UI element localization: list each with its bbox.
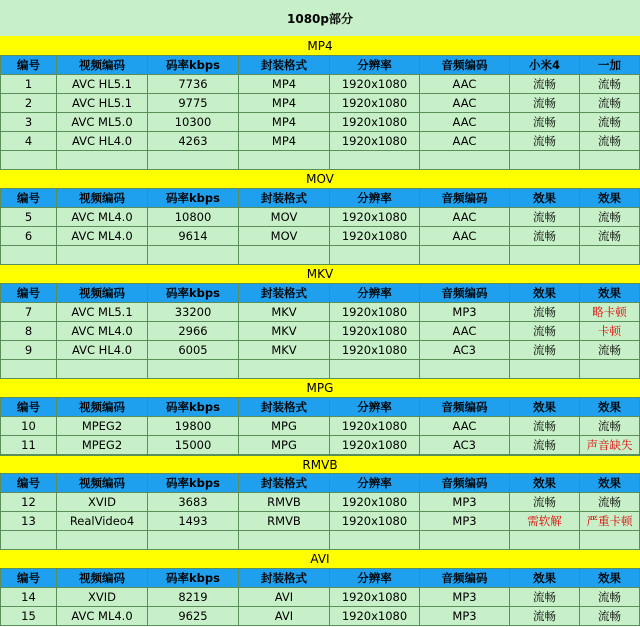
header-cell[interactable]: 音频编码 <box>420 56 510 75</box>
table-cell[interactable]: 流畅 <box>510 227 580 246</box>
empty-cell[interactable] <box>148 151 239 170</box>
header-cell[interactable]: 编号 <box>0 474 57 493</box>
header-cell[interactable]: 分辨率 <box>330 189 420 208</box>
table-cell[interactable]: 流畅 <box>510 341 580 360</box>
header-cell[interactable]: 编号 <box>0 284 57 303</box>
table-cell[interactable]: MKV <box>239 341 330 360</box>
header-cell[interactable]: 视频编码 <box>57 398 148 417</box>
table-cell[interactable]: 1920x1080 <box>330 588 420 607</box>
table-cell[interactable]: AVC HL4.0 <box>57 132 148 151</box>
table-cell[interactable]: 1920x1080 <box>330 303 420 322</box>
header-cell[interactable]: 小米4 <box>510 56 580 75</box>
table-cell[interactable]: 6 <box>0 227 57 246</box>
table-cell[interactable]: MKV <box>239 322 330 341</box>
header-row <box>0 474 640 493</box>
empty-cell[interactable] <box>510 531 580 550</box>
empty-cell[interactable] <box>239 151 330 170</box>
table-cell[interactable]: AVC ML4.0 <box>57 322 148 341</box>
table-cell[interactable]: 15 <box>0 607 57 626</box>
empty-cell[interactable] <box>57 246 148 265</box>
table-cell[interactable]: 3 <box>0 113 57 132</box>
header-cell[interactable]: 视频编码 <box>57 56 148 75</box>
table-cell[interactable]: MOV <box>239 227 330 246</box>
empty-cell[interactable] <box>420 151 510 170</box>
table-cell[interactable]: 10 <box>0 417 57 436</box>
table-cell[interactable]: 10300 <box>148 113 239 132</box>
header-row <box>0 284 640 303</box>
table-cell[interactable]: 流畅 <box>510 322 580 341</box>
table-row <box>0 607 640 626</box>
table-cell[interactable]: 流畅 <box>580 607 640 626</box>
table-cell[interactable]: 1920x1080 <box>330 417 420 436</box>
header-cell[interactable]: 封装格式 <box>239 189 330 208</box>
header-cell[interactable]: 音频编码 <box>420 189 510 208</box>
table-cell[interactable]: 1920x1080 <box>330 94 420 113</box>
table-row <box>0 436 640 455</box>
empty-cell[interactable] <box>57 531 148 550</box>
table-cell[interactable]: 19800 <box>148 417 239 436</box>
table-row <box>0 417 640 436</box>
header-cell[interactable]: 视频编码 <box>57 569 148 588</box>
table-cell[interactable]: MP4 <box>239 132 330 151</box>
header-cell[interactable]: 一加 <box>580 56 640 75</box>
table-cell[interactable]: AVI <box>239 607 330 626</box>
header-cell[interactable]: 码率kbps <box>148 398 239 417</box>
table-cell[interactable]: MPG <box>239 417 330 436</box>
table-cell[interactable]: MOV <box>239 208 330 227</box>
table-row <box>0 341 640 360</box>
table-row <box>0 227 640 246</box>
table-cell[interactable]: 9625 <box>148 607 239 626</box>
header-row <box>0 569 640 588</box>
table-cell[interactable]: 12 <box>0 493 57 512</box>
empty-cell[interactable] <box>330 151 420 170</box>
table-cell[interactable]: MPEG2 <box>57 417 148 436</box>
table-cell[interactable]: RMVB <box>239 493 330 512</box>
empty-cell[interactable] <box>330 360 420 379</box>
header-cell[interactable]: 视频编码 <box>57 284 148 303</box>
empty-cell[interactable] <box>580 151 640 170</box>
table-cell[interactable]: AAC <box>420 94 510 113</box>
header-cell[interactable]: 编号 <box>0 569 57 588</box>
table-cell[interactable]: 流畅 <box>580 493 640 512</box>
table-row <box>0 113 640 132</box>
table-cell[interactable]: 声音缺失 <box>580 436 640 455</box>
header-cell[interactable]: 效果 <box>510 569 580 588</box>
header-row <box>0 56 640 75</box>
table-cell[interactable]: AVC ML5.0 <box>57 113 148 132</box>
table-cell[interactable]: MP3 <box>420 493 510 512</box>
table-cell[interactable]: MP3 <box>420 607 510 626</box>
table-cell[interactable]: 流畅 <box>580 132 640 151</box>
empty-cell[interactable] <box>148 246 239 265</box>
table-cell[interactable]: MKV <box>239 303 330 322</box>
table-cell[interactable]: 9614 <box>148 227 239 246</box>
table-cell[interactable]: AVC ML5.1 <box>57 303 148 322</box>
spacer-row <box>0 246 640 265</box>
table-cell[interactable]: XVID <box>57 493 148 512</box>
empty-cell[interactable] <box>0 531 57 550</box>
table-cell[interactable]: MP3 <box>420 588 510 607</box>
header-cell[interactable]: 分辨率 <box>330 569 420 588</box>
table-cell[interactable]: 7 <box>0 303 57 322</box>
table-cell[interactable]: 1920x1080 <box>330 227 420 246</box>
table-cell[interactable]: 需软解 <box>510 512 580 531</box>
table-cell[interactable]: AVC ML4.0 <box>57 208 148 227</box>
empty-cell[interactable] <box>420 246 510 265</box>
table-cell[interactable]: 流畅 <box>580 227 640 246</box>
table-cell[interactable]: AAC <box>420 417 510 436</box>
table-cell[interactable]: AVC HL4.0 <box>57 341 148 360</box>
table-cell[interactable]: AVC ML4.0 <box>57 227 148 246</box>
table-cell[interactable]: 1920x1080 <box>330 132 420 151</box>
table-cell[interactable]: 流畅 <box>580 417 640 436</box>
header-cell[interactable]: 编号 <box>0 398 57 417</box>
table-cell[interactable]: 流畅 <box>510 588 580 607</box>
table-cell[interactable]: 1920x1080 <box>330 512 420 531</box>
table-cell[interactable]: AAC <box>420 132 510 151</box>
header-cell[interactable]: 编号 <box>0 56 57 75</box>
table-cell[interactable]: 3683 <box>148 493 239 512</box>
spacer-row <box>0 531 640 550</box>
header-cell[interactable]: 效果 <box>580 569 640 588</box>
table-cell[interactable]: AC3 <box>420 436 510 455</box>
table-cell[interactable]: 流畅 <box>580 341 640 360</box>
empty-cell[interactable] <box>330 246 420 265</box>
header-cell[interactable]: 效果 <box>580 189 640 208</box>
table-cell[interactable]: 1920x1080 <box>330 75 420 94</box>
table-cell[interactable]: 流畅 <box>580 208 640 227</box>
table-cell[interactable]: 流畅 <box>510 75 580 94</box>
empty-cell[interactable] <box>0 360 57 379</box>
empty-cell[interactable] <box>0 151 57 170</box>
table-cell[interactable]: 6005 <box>148 341 239 360</box>
empty-cell[interactable] <box>580 531 640 550</box>
empty-cell[interactable] <box>239 531 330 550</box>
header-cell[interactable]: 音频编码 <box>420 284 510 303</box>
table-cell[interactable]: AAC <box>420 75 510 94</box>
header-cell[interactable]: 码率kbps <box>148 284 239 303</box>
table-cell[interactable]: 严重卡顿 <box>580 512 640 531</box>
section-title-avi: AVI <box>0 550 640 569</box>
empty-cell[interactable] <box>510 360 580 379</box>
table-cell[interactable]: 1920x1080 <box>330 607 420 626</box>
table-cell[interactable]: 4 <box>0 132 57 151</box>
header-cell[interactable]: 效果 <box>510 284 580 303</box>
empty-cell[interactable] <box>239 360 330 379</box>
table-cell[interactable]: 5 <box>0 208 57 227</box>
section-title-rmvb: RMVB <box>0 456 640 474</box>
page-title: 1080p部分 <box>0 0 640 36</box>
table-cell[interactable]: 流畅 <box>580 75 640 94</box>
table-cell[interactable]: AVC HL5.1 <box>57 75 148 94</box>
table-cell[interactable]: 7736 <box>148 75 239 94</box>
table-cell[interactable]: 流畅 <box>510 113 580 132</box>
table-row <box>0 322 640 341</box>
header-cell[interactable]: 码率kbps <box>148 189 239 208</box>
table-cell[interactable]: 10800 <box>148 208 239 227</box>
table-cell[interactable]: 流畅 <box>510 303 580 322</box>
table-cell[interactable]: MP3 <box>420 303 510 322</box>
header-cell[interactable]: 效果 <box>510 398 580 417</box>
empty-cell[interactable] <box>420 360 510 379</box>
empty-cell[interactable] <box>330 531 420 550</box>
empty-cell[interactable] <box>420 531 510 550</box>
section-title-mov: MOV <box>0 170 640 189</box>
table-cell[interactable]: 卡顿 <box>580 322 640 341</box>
table-cell[interactable]: 流畅 <box>510 436 580 455</box>
table-cell[interactable]: RMVB <box>239 512 330 531</box>
header-cell[interactable]: 封装格式 <box>239 284 330 303</box>
table-row <box>0 588 640 607</box>
table-cell[interactable]: MP4 <box>239 113 330 132</box>
table-row <box>0 75 640 94</box>
table-cell[interactable]: MP4 <box>239 94 330 113</box>
table-cell[interactable]: 33200 <box>148 303 239 322</box>
table-cell[interactable]: 9775 <box>148 94 239 113</box>
table-cell[interactable]: 2 <box>0 94 57 113</box>
table-cell[interactable]: XVID <box>57 588 148 607</box>
table-cell[interactable]: 1493 <box>148 512 239 531</box>
header-cell[interactable]: 效果 <box>580 474 640 493</box>
table-cell[interactable]: 流畅 <box>510 132 580 151</box>
table-row <box>0 208 640 227</box>
table-row <box>0 132 640 151</box>
table-cell[interactable]: AVC ML4.0 <box>57 607 148 626</box>
table-cell[interactable]: 14 <box>0 588 57 607</box>
empty-cell[interactable] <box>510 151 580 170</box>
table-cell[interactable]: AAC <box>420 208 510 227</box>
header-cell[interactable]: 音频编码 <box>420 569 510 588</box>
header-cell[interactable]: 码率kbps <box>148 474 239 493</box>
empty-cell[interactable] <box>57 151 148 170</box>
table-cell[interactable]: AVC HL5.1 <box>57 94 148 113</box>
header-cell[interactable]: 效果 <box>580 284 640 303</box>
table-cell[interactable]: 1920x1080 <box>330 113 420 132</box>
table-cell[interactable]: AC3 <box>420 341 510 360</box>
table-cell[interactable]: AVI <box>239 588 330 607</box>
table-cell[interactable]: MP3 <box>420 512 510 531</box>
table-cell[interactable]: MPG <box>239 436 330 455</box>
empty-cell[interactable] <box>148 360 239 379</box>
header-cell[interactable]: 编号 <box>0 189 57 208</box>
header-cell[interactable]: 效果 <box>510 474 580 493</box>
table-cell[interactable]: 流畅 <box>510 94 580 113</box>
header-cell[interactable]: 分辨率 <box>330 284 420 303</box>
table-cell[interactable]: 1920x1080 <box>330 322 420 341</box>
table-cell[interactable]: MP4 <box>239 75 330 94</box>
table-cell[interactable]: 8219 <box>148 588 239 607</box>
table-cell[interactable]: 流畅 <box>510 607 580 626</box>
table-cell[interactable]: AAC <box>420 322 510 341</box>
empty-cell[interactable] <box>57 360 148 379</box>
table-cell[interactable]: 流畅 <box>580 588 640 607</box>
header-cell[interactable]: 封装格式 <box>239 398 330 417</box>
table-cell[interactable]: MPEG2 <box>57 436 148 455</box>
empty-cell[interactable] <box>510 246 580 265</box>
header-cell[interactable]: 效果 <box>580 398 640 417</box>
section-title-mkv: MKV <box>0 265 640 284</box>
table-cell[interactable]: 9 <box>0 341 57 360</box>
header-cell[interactable]: 分辨率 <box>330 398 420 417</box>
table-cell[interactable]: 2966 <box>148 322 239 341</box>
spacer-row <box>0 360 640 379</box>
header-cell[interactable]: 视频编码 <box>57 474 148 493</box>
header-row <box>0 398 640 417</box>
table-cell[interactable]: 15000 <box>148 436 239 455</box>
section-title-mpg: MPG <box>0 379 640 398</box>
empty-cell[interactable] <box>580 246 640 265</box>
header-cell[interactable]: 码率kbps <box>148 569 239 588</box>
empty-cell[interactable] <box>0 246 57 265</box>
table-cell[interactable]: 1 <box>0 75 57 94</box>
header-cell[interactable]: 效果 <box>510 189 580 208</box>
table-row <box>0 94 640 113</box>
table-cell[interactable]: 流畅 <box>510 493 580 512</box>
header-cell[interactable]: 封装格式 <box>239 569 330 588</box>
table-row <box>0 303 640 322</box>
table-cell[interactable]: 4263 <box>148 132 239 151</box>
table-cell[interactable]: AAC <box>420 227 510 246</box>
table-row <box>0 493 640 512</box>
table-cell[interactable]: 8 <box>0 322 57 341</box>
empty-cell[interactable] <box>239 246 330 265</box>
table-cell[interactable]: AAC <box>420 113 510 132</box>
table-cell[interactable]: 11 <box>0 436 57 455</box>
spacer-row <box>0 151 640 170</box>
table-cell[interactable]: 流畅 <box>510 417 580 436</box>
header-cell[interactable]: 分辨率 <box>330 56 420 75</box>
header-cell[interactable]: 封装格式 <box>239 474 330 493</box>
table-cell[interactable]: 1920x1080 <box>330 208 420 227</box>
header-cell[interactable]: 分辨率 <box>330 474 420 493</box>
table-cell[interactable]: RealVideo4 <box>57 512 148 531</box>
empty-cell[interactable] <box>148 531 239 550</box>
header-cell[interactable]: 音频编码 <box>420 474 510 493</box>
table-cell[interactable]: 略卡顿 <box>580 303 640 322</box>
header-cell[interactable]: 封装格式 <box>239 56 330 75</box>
table-cell[interactable]: 1920x1080 <box>330 436 420 455</box>
table-cell[interactable]: 流畅 <box>510 208 580 227</box>
table-row <box>0 512 640 531</box>
section-title-mp4: MP4 <box>0 36 640 56</box>
empty-cell[interactable] <box>580 360 640 379</box>
header-cell[interactable]: 码率kbps <box>148 56 239 75</box>
table-cell[interactable]: 1920x1080 <box>330 493 420 512</box>
table-cell[interactable]: 流畅 <box>580 113 640 132</box>
header-cell[interactable]: 音频编码 <box>420 398 510 417</box>
table-cell[interactable]: 流畅 <box>580 94 640 113</box>
table-cell[interactable]: 13 <box>0 512 57 531</box>
table-cell[interactable]: 1920x1080 <box>330 341 420 360</box>
header-cell[interactable]: 视频编码 <box>57 189 148 208</box>
header-row <box>0 189 640 208</box>
